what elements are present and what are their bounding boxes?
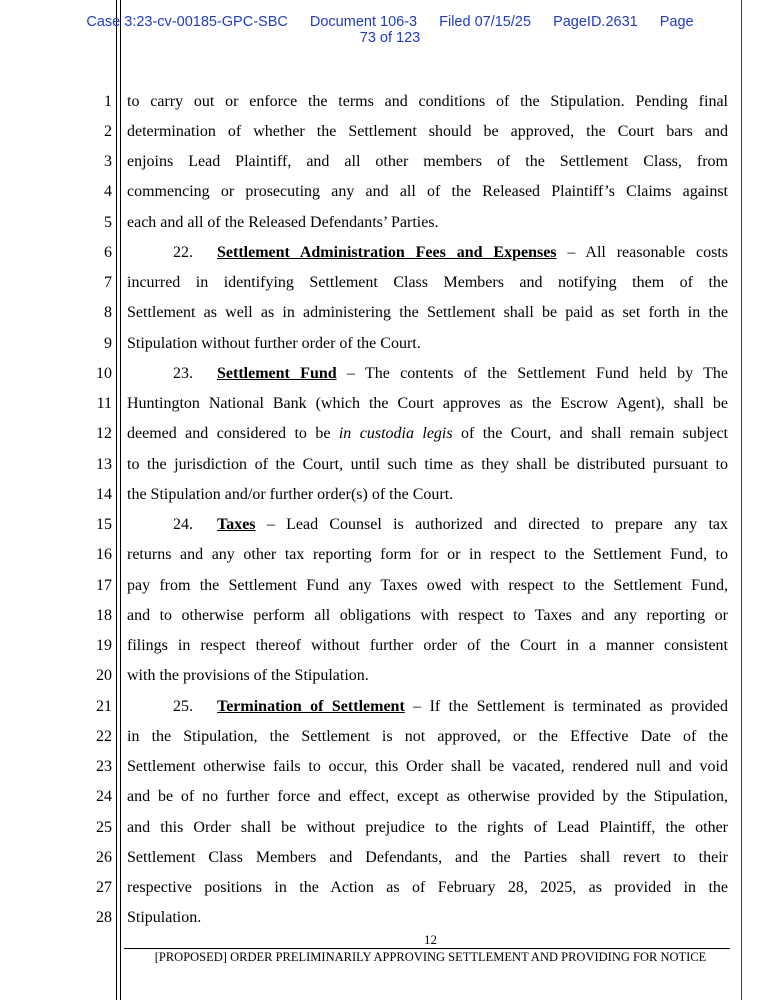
line-number: 28 bbox=[96, 909, 112, 926]
body-line: Settlement as well as in administering the Settlement shall be paid as set forth in the bbox=[127, 304, 728, 321]
body-line: incurred in identifying Settlement Class Members and notifying them of the bbox=[127, 274, 728, 291]
paragraph-22-first-line bbox=[127, 243, 728, 263]
body-line: filings in respect thereof without further order of the Court in a manner consistent bbox=[127, 637, 728, 654]
page-label: Page bbox=[659, 14, 694, 30]
body-line: and this Order shall be without prejudice to the rights of Lead Plaintiff, the other bbox=[127, 819, 728, 836]
line-number: 14 bbox=[96, 486, 112, 503]
section-heading: Settlement Fund bbox=[217, 365, 337, 382]
line-number: 13 bbox=[96, 456, 112, 473]
line-number: 18 bbox=[96, 607, 112, 624]
line-number: 6 bbox=[104, 244, 112, 261]
body-line: Settlement otherwise fails to occur, this Order shall be vacated, rendered null and void bbox=[127, 758, 728, 775]
line-number: 2 bbox=[104, 123, 112, 140]
line-number: 22 bbox=[96, 728, 112, 745]
line-number: 8 bbox=[104, 304, 112, 321]
line-number: 3 bbox=[104, 153, 112, 170]
paragraph-23-first-line bbox=[127, 364, 728, 384]
page-of: 73 of 123 bbox=[359, 30, 421, 46]
body-line: pay from the Settlement Fund any Taxes owed with respect to the Settlement Fund, bbox=[127, 577, 728, 594]
line-number: 12 bbox=[96, 425, 112, 442]
ecf-header bbox=[60, 14, 720, 46]
body-text: – Lead Counsel is authorized and directed to prepare any tax bbox=[255, 516, 728, 533]
body-line: each and all of the Released Defendants’ Parties. bbox=[127, 214, 439, 231]
body-line: to carry out or enforce the terms and conditions of the Stipulation. Pending final bbox=[127, 93, 728, 110]
line-number: 10 bbox=[96, 365, 112, 382]
line-number: 9 bbox=[104, 335, 112, 352]
line-number: 15 bbox=[96, 516, 112, 533]
body-text: – The contents of the Settlement Fund held by The bbox=[336, 365, 728, 382]
line-number: 20 bbox=[96, 667, 112, 684]
body-line: the Stipulation and/or further order(s) of the Court. bbox=[127, 486, 454, 503]
document-number: Document 106-3 bbox=[309, 14, 418, 30]
line-number: 17 bbox=[96, 577, 112, 594]
line-number: 16 bbox=[96, 546, 112, 563]
footer-divider bbox=[124, 948, 730, 949]
body-line: Settlement Class Members and Defendants, and the Parties shall revert to their bbox=[127, 849, 728, 866]
body-line: and be of no further force and effect, except as otherwise provided by the Stipulation, bbox=[127, 788, 728, 805]
line-number: 27 bbox=[96, 879, 112, 896]
paragraph-number: 23. bbox=[173, 365, 193, 382]
line-number: 25 bbox=[96, 819, 112, 836]
body-line: Stipulation. bbox=[127, 909, 202, 926]
right-margin-rule bbox=[741, 0, 742, 1000]
body-line: determination of whether the Settlement should be approved, the Court bars and bbox=[127, 123, 728, 140]
section-heading: Taxes bbox=[217, 516, 256, 533]
section-heading: Termination of Settlement bbox=[217, 698, 405, 715]
case-number: Case 3:23-cv-00185-GPC-SBC bbox=[86, 14, 288, 30]
line-number: 7 bbox=[104, 274, 112, 291]
body-line: enjoins Lead Plaintiff, and all other members of the Settlement Class, from bbox=[127, 153, 728, 170]
page-number: 12 bbox=[424, 932, 437, 947]
paragraph-24-first-line bbox=[127, 515, 728, 535]
body-line: with the provisions of the Stipulation. bbox=[127, 667, 369, 684]
body-line: commencing or prosecuting any and all of the Released Plaintiff’s Claims against bbox=[127, 183, 728, 200]
body-line bbox=[127, 424, 728, 444]
line-number: 21 bbox=[96, 698, 112, 715]
line-number: 11 bbox=[96, 395, 112, 412]
line-number: 5 bbox=[104, 214, 112, 231]
filed-date: Filed 07/15/25 bbox=[439, 14, 532, 30]
body-text: – If the Settlement is terminated as provided bbox=[404, 698, 728, 715]
paragraph-number: 25. bbox=[173, 698, 193, 715]
page-id: PageID.2631 bbox=[553, 14, 638, 30]
body-line: and to otherwise perform all obligations with respect to Taxes and any reporting or bbox=[127, 607, 728, 624]
body-text: of the Court, and shall remain subject bbox=[452, 425, 728, 442]
italic-term: in custodia legis bbox=[338, 425, 453, 442]
body-line: in the Stipulation, the Settlement is not approved, or the Effective Date of the bbox=[127, 728, 728, 745]
body-line: to the jurisdiction of the Court, until such time as they shall be distributed pursuant to bbox=[127, 456, 728, 473]
line-number: 19 bbox=[96, 637, 112, 654]
body-text: – All reasonable costs bbox=[556, 244, 728, 261]
line-number: 4 bbox=[104, 183, 112, 200]
left-margin-rule bbox=[116, 0, 117, 1000]
body-line: Stipulation without further order of the Court. bbox=[127, 335, 421, 352]
body-line: Huntington National Bank (which the Court approves as the Escrow Agent), shall be bbox=[127, 395, 728, 412]
line-number: 1 bbox=[104, 93, 112, 110]
paragraph-number: 22. bbox=[173, 244, 193, 261]
paragraph-25-first-line bbox=[127, 697, 728, 717]
paragraph-number: 24. bbox=[173, 516, 193, 533]
line-number: 23 bbox=[96, 758, 112, 775]
line-number: 24 bbox=[96, 788, 112, 805]
footer-title: [PROPOSED] ORDER PRELIMINARILY APPROVING SETTLEMENT AND PROVIDING FOR NOTICE bbox=[154, 950, 707, 964]
body-line: returns and any other tax reporting form for or in respect to the Settlement Fund, to bbox=[127, 546, 728, 563]
section-heading: Settlement Administration Fees and Expenses bbox=[217, 244, 557, 261]
line-number: 26 bbox=[96, 849, 112, 866]
body-line: respective positions in the Action as of February 28, 2025, as provided in the bbox=[127, 879, 728, 896]
left-margin-rule-inner bbox=[120, 0, 121, 1000]
body-text: deemed and considered to be bbox=[127, 425, 339, 442]
